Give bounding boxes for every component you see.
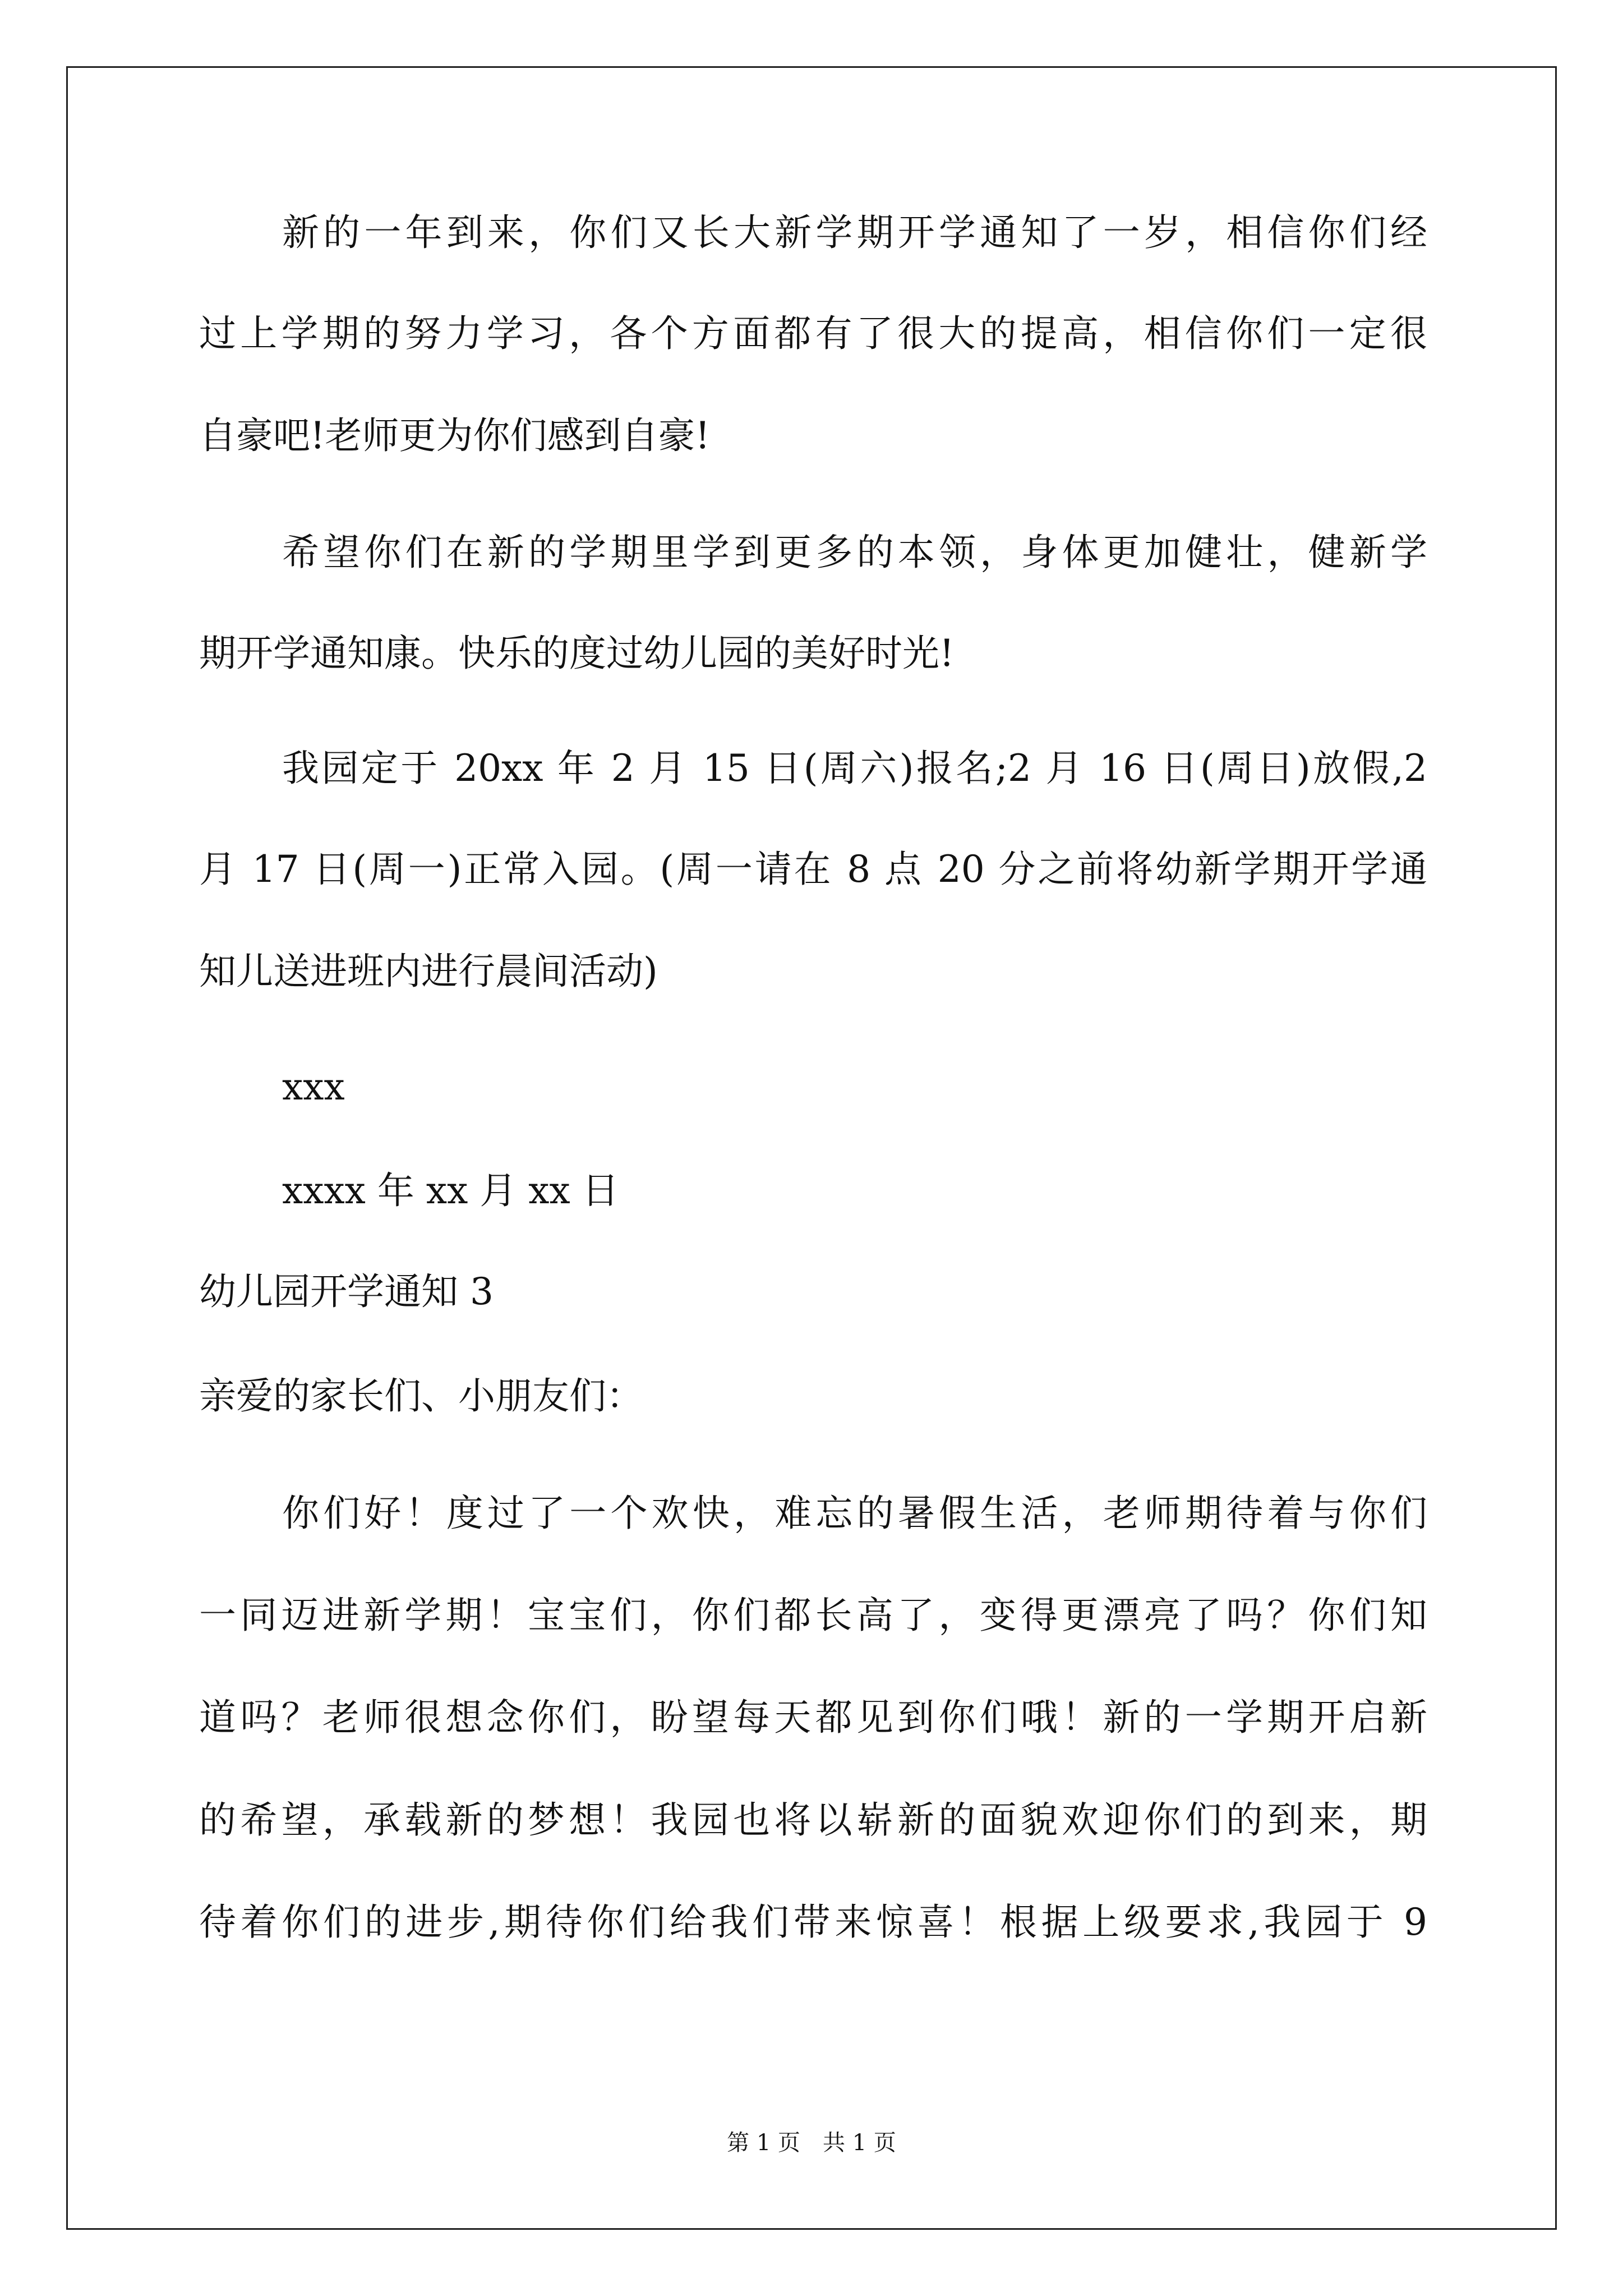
paragraph-1-line-1: 新的一年到来，你们又长大新学期开学通知了一岁，相信你们经 (282, 211, 1427, 254)
paragraph-4-line-4: 的希望，承载新的梦想！我园也将以崭新的面貌欢迎你们的到来，期 (199, 1798, 1427, 1842)
paragraph-1-line-2: 过上学期的努力学习，各个方面都有了很大的提高，相信你们一定很 (199, 312, 1427, 355)
paragraph-2-line-1: 希望你们在新的学期里学到更多的本领，身体更加健壮，健新学 (282, 531, 1427, 574)
salutation: 亲爱的家长们、小朋友们： (199, 1374, 643, 1418)
signature: xxx (282, 1065, 345, 1108)
paragraph-4-line-3: 道吗？老师很想念你们，盼望每天都见到你们哦！新的一学期开启新 (199, 1696, 1427, 1739)
paragraph-4-line-1: 你们好！度过了一个欢快，难忘的暑假生活，老师期待着与你们 (282, 1492, 1427, 1535)
paragraph-4-line-2: 一同迈进新学期！宝宝们，你们都长高了，变得更漂亮了吗？你们知 (199, 1594, 1427, 1637)
paragraph-2-line-2: 期开学通知康。快乐的度过幼儿园的美好时光! (199, 632, 955, 675)
paragraph-3-line-3: 知儿送进班内进行晨间活动) (199, 950, 658, 993)
section-title: 幼儿园开学通知 3 (199, 1270, 494, 1313)
paragraph-4-line-5: 待着你们的进步,期待你们给我们带来惊喜！根据上级要求,我园于 9 (199, 1901, 1427, 1944)
page-footer: 第 1 页 共 1 页 (727, 2130, 896, 2156)
paragraph-1-line-3: 自豪吧!老师更为你们感到自豪! (199, 414, 711, 457)
paragraph-3-line-2: 月 17 日(周一)正常入园。(周一请在 8 点 20 分之前将幼新学期开学通 (199, 848, 1427, 891)
date: xxxx 年 xx 月 xx 日 (282, 1169, 619, 1212)
paragraph-3-line-1: 我园定于 20xx 年 2 月 15 日(周六)报名;2 月 16 日(周日)放假,2 (282, 747, 1427, 790)
